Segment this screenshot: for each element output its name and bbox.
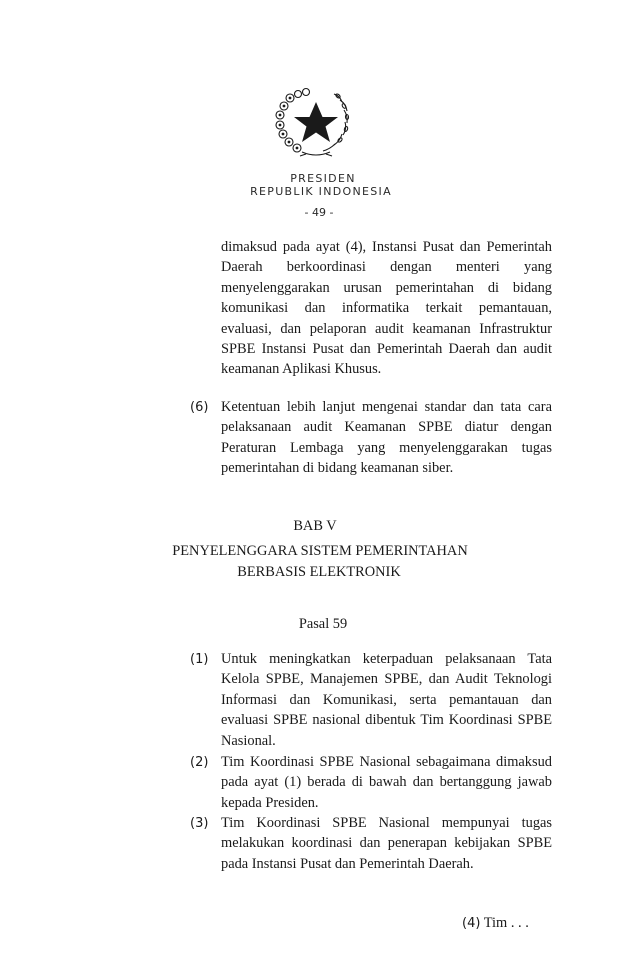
- item-6-text: Ketentuan lebih lanjut mengenai standar dan tata cara pelaksanaan audit Keamanan SPBE diatur dengan Peraturan Lembaga yang menyelenggarakan tugas pemerintahan di bidang keamanan siber.: [221, 399, 552, 477]
- article-item-3-number: (3): [190, 816, 209, 831]
- next-item-number: (4): [462, 916, 481, 931]
- article-item-2-text: Tim Koordinasi SPBE Nasional sebagaimana dimaksud pada ayat (1) berada di bawah dan bertanggung jawab kepada Presiden.: [221, 754, 552, 811]
- article-item-1-text: Untuk meningkatkan keterpaduan pelaksanaan Tata Kelola SPBE, Manajemen SPBE, dan Audit Teknologi Informasi dan Komunikasi, serta pemantauan dan evaluasi SPBE nasional dibentuk Tim Koordinasi SPBE Nasional.: [221, 651, 552, 749]
- header-republik-indonesia: REPUBLIK INDONESIA: [250, 185, 392, 198]
- item-6-number: (6): [190, 400, 209, 415]
- article-item-2-number: (2): [190, 755, 209, 770]
- continuation-paragraph: dimaksud pada ayat (4), Instansi Pusat dan Pemerintah Daerah berkoordinasi dengan menteri yang menyelenggarakan urusan pemerintahan di bidang komunikasi dan informatika terkait pemantauan, evaluasi, dan pelaporan audit keamanan Infrastruktur SPBE Instansi Pusat dan Pemerintah Daerah dan audit keamanan Aplikasi Khusus.: [221, 239, 552, 378]
- presidential-emblem-icon: [272, 84, 360, 166]
- header-presiden: PRESIDEN: [290, 172, 356, 185]
- next-item-word: Tim . . .: [483, 915, 529, 931]
- article-item-1-number: (1): [190, 652, 209, 667]
- article-item-3-text: Tim Koordinasi SPBE Nasional mempunyai tugas melakukan koordinasi dan penerapan kebijakan SPBE pada Instansi Pusat dan Pemerintah Daerah.: [221, 815, 552, 872]
- article-title: Pasal 59: [298, 616, 348, 632]
- chapter-label: BAB V: [293, 518, 337, 534]
- chapter-title-line1: PENYELENGGARA SISTEM PEMERINTAHAN: [172, 543, 468, 559]
- page-continuation-marker: [462, 913, 529, 934]
- chapter-title-line2: BERBASIS ELEKTRONIK: [237, 564, 401, 580]
- page-number: - 49 -: [304, 206, 334, 219]
